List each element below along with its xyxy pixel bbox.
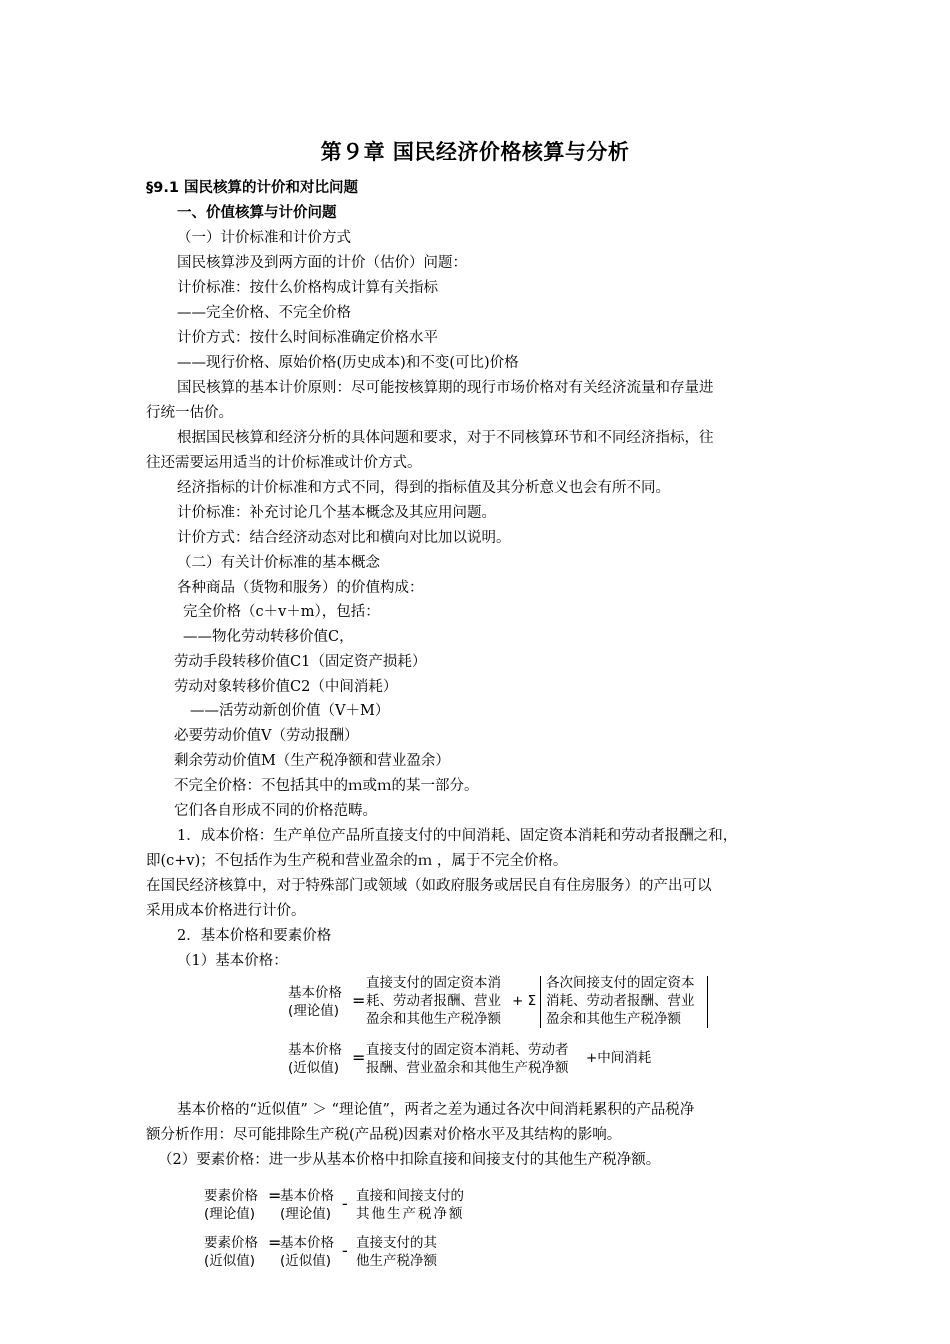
formula-lhs-note: (近似值) xyxy=(288,1060,340,1076)
text-line: （2）要素价格：进一步从基本价格中扣除直接和间接支付的其他生产税净额。 xyxy=(158,1152,661,1168)
text-line: 劳动手段转移价值C1（固定资产损耗） xyxy=(174,654,427,670)
text-line: 经济指标的计价标准和方式不同，得到的指标值及其分析意义也会有所不同。 xyxy=(177,480,670,496)
text-line: （1）基本价格： xyxy=(177,953,288,969)
formula-term: 直接支付的其 xyxy=(356,1235,437,1251)
formula-term-note: (近似值) xyxy=(280,1253,332,1269)
formula-lhs-note: (近似值) xyxy=(204,1253,256,1269)
text-line: （二）有关计价标准的基本概念 xyxy=(177,555,380,571)
text-line: ——物化劳动转移价值C， xyxy=(183,629,354,645)
formula-lhs: 要素价格 xyxy=(204,1235,258,1251)
text-line: 必要劳动价值V（劳动报酬） xyxy=(174,728,359,744)
formula-lhs: 要素价格 xyxy=(204,1188,258,1204)
text-line: 2．基本价格和要素价格 xyxy=(177,928,332,944)
text-line: 在国民经济核算中，对于特殊部门或领域（如政府服务或居民自有住房服务）的产出可以 xyxy=(146,878,712,894)
formula-term: 直接和间接支付的 xyxy=(356,1188,464,1204)
formula-term: 直接支付的固定资本消耗、劳动者 xyxy=(366,1042,569,1058)
text-line: 计价方式：结合经济动态对比和横向对比加以说明。 xyxy=(177,530,511,546)
text-line: （一）计价标准和计价方式 xyxy=(177,230,351,246)
formula-factor-price-approx xyxy=(204,1233,504,1273)
text-line: ——完全价格、不完全价格 xyxy=(177,305,351,321)
formula-term: 基本价格 xyxy=(280,1235,334,1251)
formula-term: 其他生产税净额 xyxy=(356,1206,465,1222)
section-heading: §9.1 国民核算的计价和对比问题 xyxy=(146,180,358,196)
subsection-heading: 一、价值核算与计价问题 xyxy=(177,205,337,221)
formula-factor-price-theory xyxy=(204,1186,504,1226)
text-line: 计价标准：补充讨论几个基本概念及其应用问题。 xyxy=(177,505,496,521)
text-line: 1．成本价格：生产单位产品所直接支付的中间消耗、固定资本消耗和劳动者报酬之和， xyxy=(177,828,738,844)
formula-lhs: 基本价格 xyxy=(288,1042,342,1058)
text-line: 即(c+v)；不包括作为生产税和营业盈余的ｍ ，属于不完全价格。 xyxy=(146,853,568,869)
plus-sigma-sign: + Σ xyxy=(512,993,537,1009)
formula-lhs-note: (理论值) xyxy=(204,1206,256,1222)
text-line: ——活劳动新创价值（V＋M） xyxy=(190,703,390,719)
formula-term: 基本价格 xyxy=(280,1188,334,1204)
minus-sign: - xyxy=(342,1194,348,1213)
formula-basic-price-theory xyxy=(288,974,718,1032)
text-line: 行统一估价。 xyxy=(146,405,233,421)
formula-basic-price-approx xyxy=(288,1040,688,1080)
formula-term: +中间消耗 xyxy=(586,1050,652,1066)
formula-term: 直接支付的固定资本消 xyxy=(366,975,501,991)
formula-term: 盈余和其他生产税净额 xyxy=(546,1011,681,1027)
text-line: 国民核算的基本计价原则：尽可能按核算期的现行市场价格对有关经济流量和存量进 xyxy=(177,380,714,396)
formula-term: 耗、劳动者报酬、营业 xyxy=(366,993,501,1009)
text-line: 采用成本价格进行计价。 xyxy=(146,903,306,919)
text-line: 剩余劳动价值M（生产税净额和营业盈余） xyxy=(174,753,450,769)
text-line: 它们各自形成不同的价格范畴。 xyxy=(174,803,377,819)
text-line: 计价标准：按什么价格构成计算有关指标 xyxy=(177,280,438,296)
equals-sign: = xyxy=(352,991,366,1010)
text-line: 国民核算涉及到两方面的计价（估价）问题： xyxy=(177,255,467,271)
formula-lhs-note: (理论值) xyxy=(288,1003,340,1019)
minus-sign: - xyxy=(342,1241,348,1260)
equals-sign: = xyxy=(268,1186,282,1205)
text-line: 各种商品（货物和服务）的价值构成： xyxy=(177,580,424,596)
text-line: 往还需要运用适当的计价标准或计价方式。 xyxy=(146,455,422,471)
formula-term: 报酬、营业盈余和其他生产税净额 xyxy=(366,1060,569,1076)
chapter-title: 第９章 国民经济价格核算与分析 xyxy=(320,140,630,164)
text-line: ——现行价格、原始价格(历史成本)和不变(可比)价格 xyxy=(177,355,519,371)
text-line: 根据国民核算和经济分析的具体问题和要求，对于不同核算环节和不同经济指标，往 xyxy=(177,430,714,446)
formula-term: 消耗、劳动者报酬、营业 xyxy=(546,993,695,1009)
formula-term: 他生产税净额 xyxy=(356,1253,437,1269)
text-line: 额分析作用：尽可能排除生产税(产品税)因素对价格水平及其结构的影响。 xyxy=(146,1127,622,1143)
formula-term: 各次间接支付的固定资本 xyxy=(546,975,695,991)
text-line: 不完全价格：不包括其中的ｍ或ｍ的某一部分。 xyxy=(174,778,479,794)
text-line: 基本价格的“近似值” ＞ “理论值”，两者之差为通过各次中间消耗累积的产品税净 xyxy=(177,1102,695,1118)
equals-sign: = xyxy=(268,1233,282,1252)
text-line: 完全价格（c＋v＋m），包括： xyxy=(183,604,380,620)
equals-sign: = xyxy=(352,1048,366,1067)
formula-lhs: 基本价格 xyxy=(288,985,342,1001)
text-line: 劳动对象转移价值C2（中间消耗） xyxy=(174,679,398,695)
text-line: 计价方式：按什么时间标准确定价格水平 xyxy=(177,330,438,346)
formula-term-note: (理论值) xyxy=(280,1206,332,1222)
formula-term: 盈余和其他生产税净额 xyxy=(366,1011,501,1027)
